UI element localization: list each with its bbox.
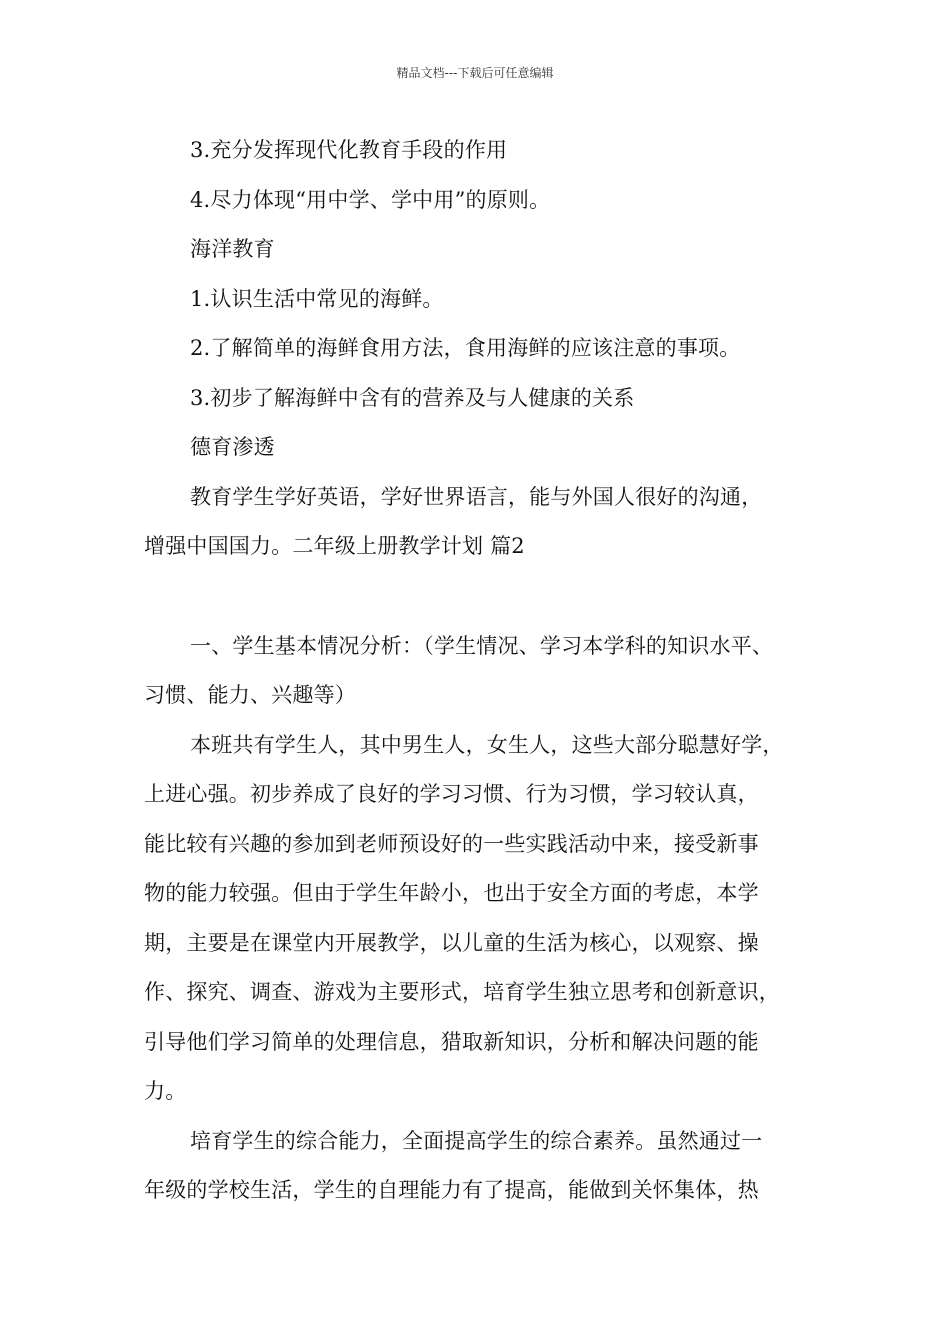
section-heading: 德育渗透 [190,435,275,459]
paragraph-line: 引导他们学习简单的处理信息，猎取新知识，分析和解决问题的能 [144,1029,759,1054]
paragraph-line: 能比较有兴趣的参加到老师预设好的一些实践活动中来，接受新事 [144,831,759,856]
paragraph-line: 上进心强。初步养成了良好的学习习惯、行为习惯，学习较认真， [144,782,759,806]
page-header: 精品文档---下载后可任意编辑 [396,66,554,80]
paragraph-line: 教育学生学好英语，学好世界语言，能与外国人很好的沟通， [190,484,763,509]
paragraph-line: 期，主要是在课堂内开展教学，以儿童的生活为核心，以观察、操 [144,930,759,955]
document-body [144,126,814,1216]
text-line: 3.初步了解海鲜中含有的营养及与人健康的关系 [190,385,635,410]
section-heading: 海洋教育 [190,237,275,261]
text-line: 1.认识生活中常见的海鲜。 [190,286,444,311]
paragraph-line: 本班共有学生人，其中男生人，女生人，这些大部分聪慧好学， [190,732,784,757]
paragraph-line: 作、探究、调查、游戏为主要形式，培育学生独立思考和创新意识， [144,980,780,1004]
paragraph-line: 习惯、能力、兴趣等） [144,683,356,707]
paragraph-line: 年级的学校生活，学生的自理能力有了提高，能做到关怀集体，热 [144,1178,759,1202]
paragraph-line: 力。 [144,1079,187,1103]
paragraph-line: 物的能力较强。但由于学生年龄小，也出于安全方面的考虑，本学 [144,881,759,905]
text-line: 4.尽力体现“用中学、学中用”的原则。 [190,187,551,212]
blank-gap [144,572,814,622]
paragraph-line: 培育学生的综合能力，全面提高学生的综合素养。虽然通过一 [190,1128,763,1153]
paragraph-line: 增强中国国力。二年级上册教学计划 篇2 [144,534,525,558]
text-line: 3.充分发挥现代化教育手段的作用 [190,138,508,162]
section-heading: 一、学生基本情况分析：（学生情况、学习本学科的知识水平、 [190,633,774,658]
text-line: 2.了解简单的海鲜食用方法，食用海鲜的应该注意的事项。 [190,336,741,360]
